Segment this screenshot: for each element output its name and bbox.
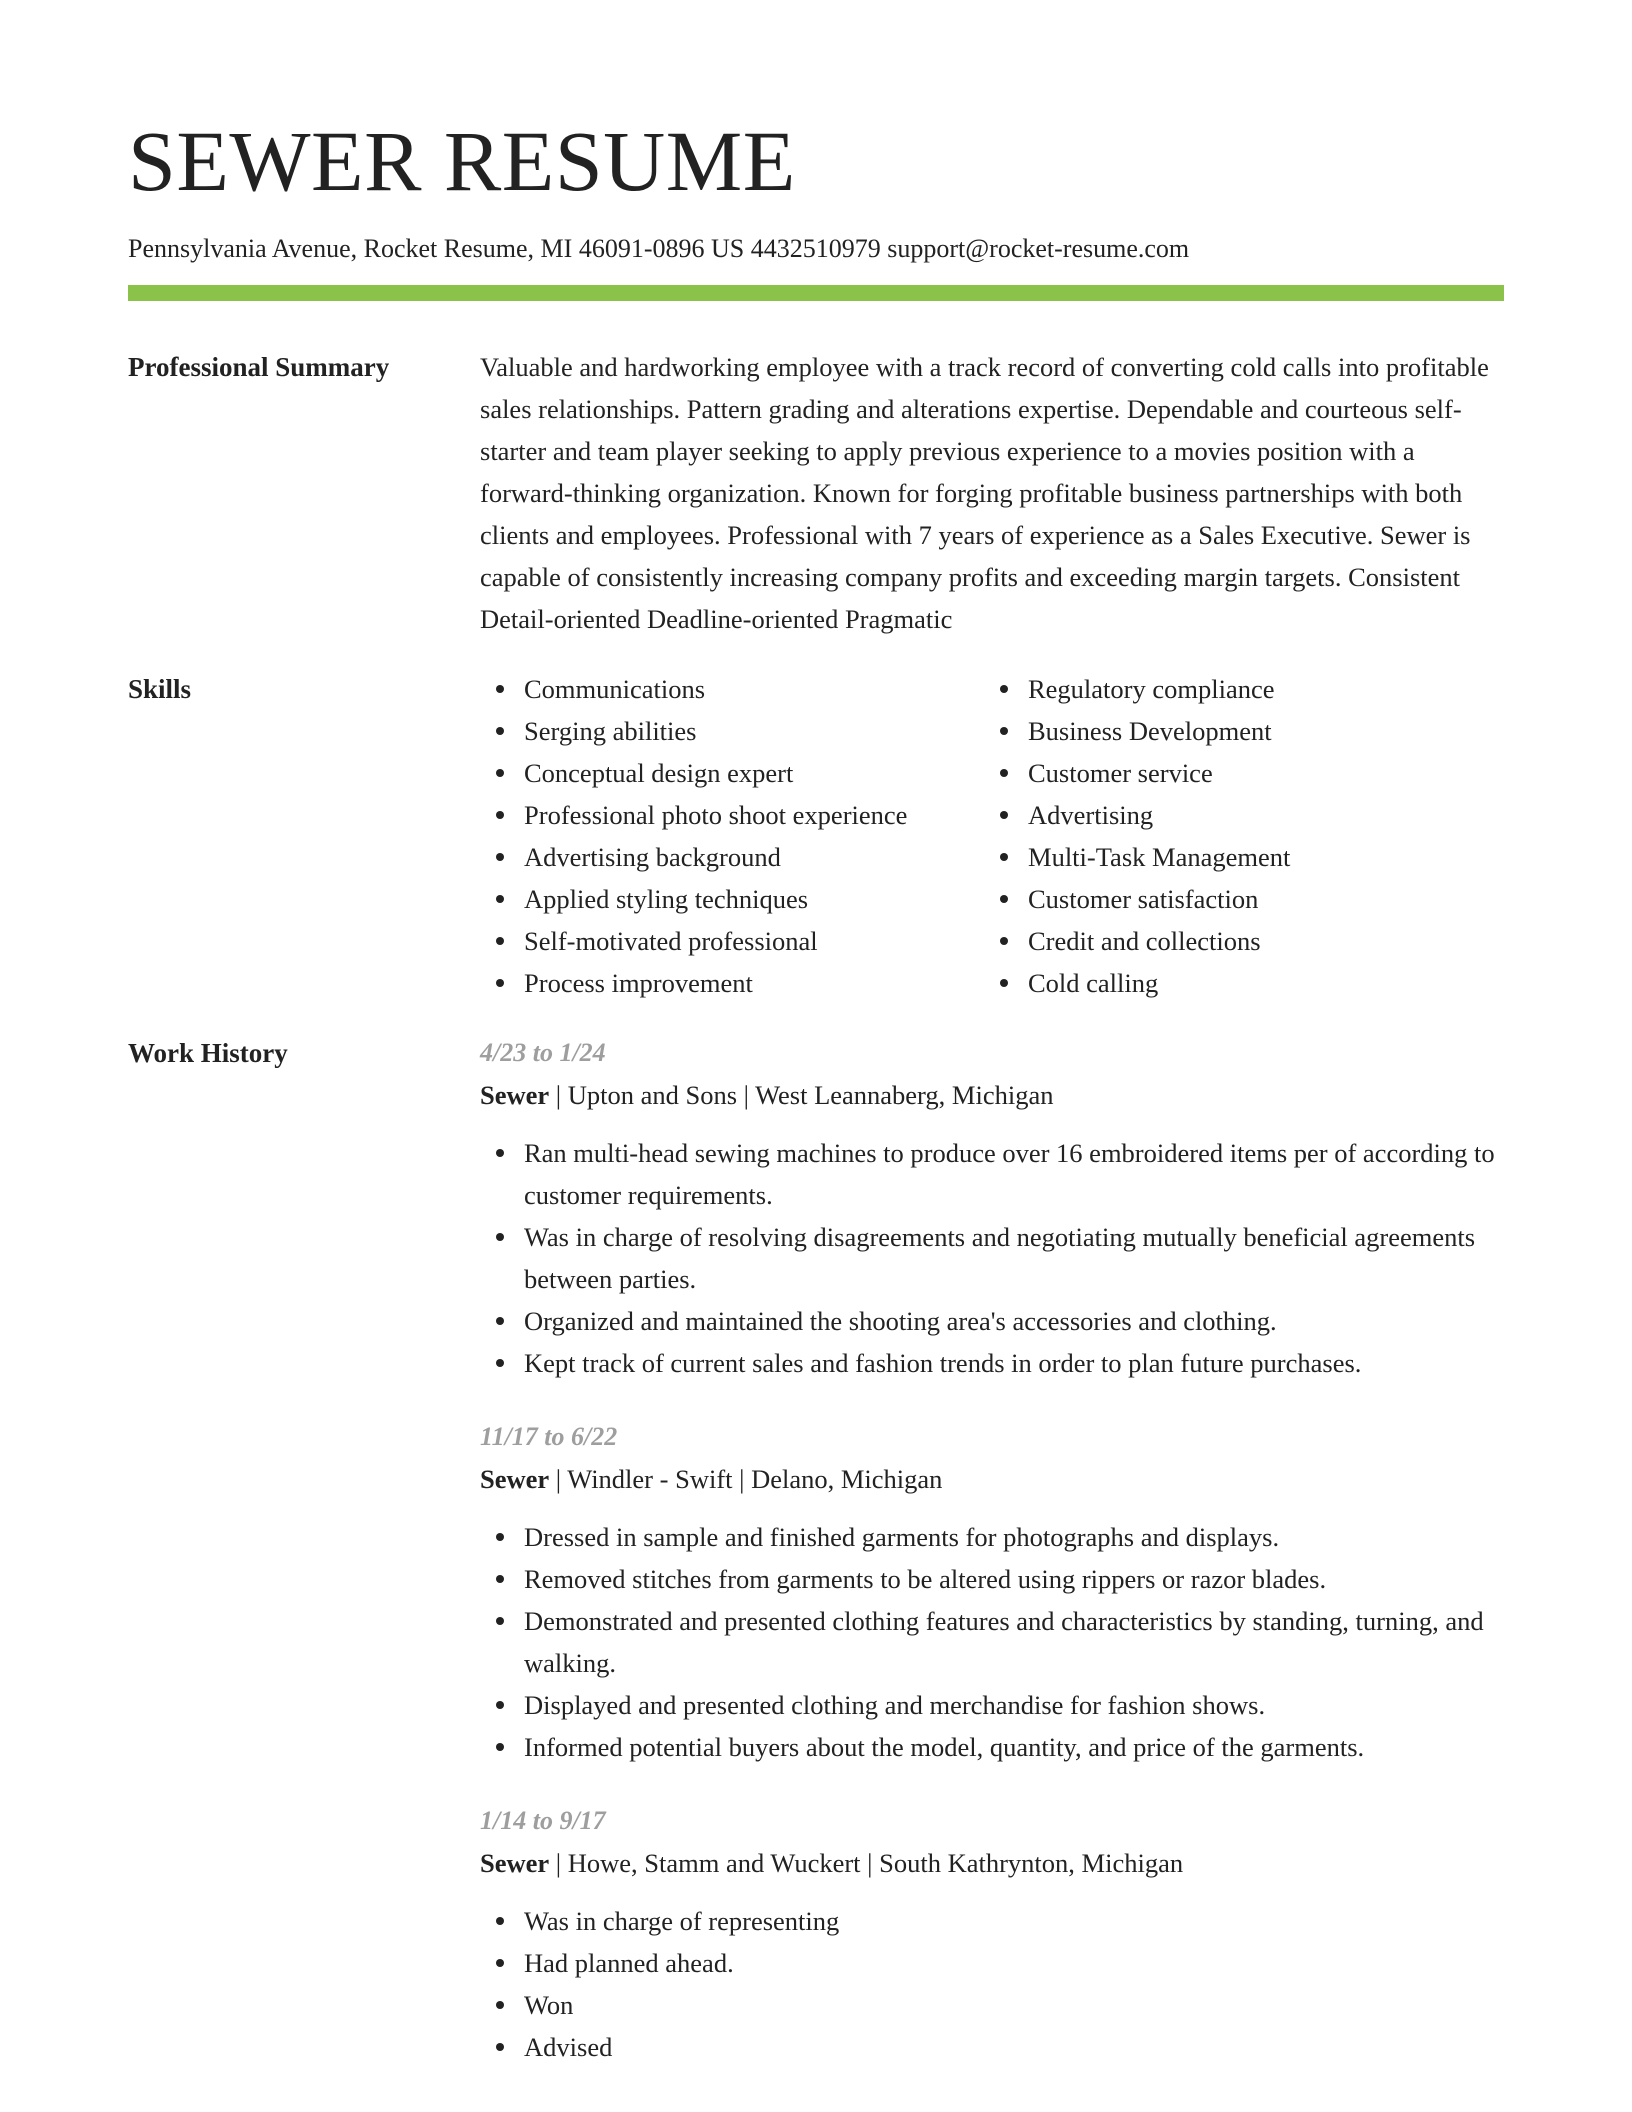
job-dates: 1/14 to 9/17: [480, 1806, 606, 1835]
job-bullet: Demonstrated and presented clothing features and characteristics by standing, turning, and walking.: [480, 1600, 1504, 1684]
job-bullet: Advised: [480, 2026, 1504, 2068]
job-bullet: Ran multi-head sewing machines to produce over 16 embroidered items per of according to customer requirements.: [480, 1132, 1504, 1216]
job-title: Sewer: [480, 1848, 550, 1878]
skill-item: Applied styling techniques: [480, 878, 984, 920]
skill-item: Multi-Task Management: [984, 836, 1504, 878]
job-bullet: Won: [480, 1984, 1504, 2026]
job-dates: 11/17 to 6/22: [480, 1422, 618, 1451]
skill-item: Advertising background: [480, 836, 984, 878]
job-bullet: Informed potential buyers about the model, quantity, and price of the garments.: [480, 1726, 1504, 1768]
skill-item: Process improvement: [480, 962, 984, 1004]
job-entry: [480, 1416, 1504, 1768]
skill-item: Cold calling: [984, 962, 1504, 1004]
job-bullet: Dressed in sample and finished garments for photographs and displays.: [480, 1516, 1504, 1558]
skills-heading: Skills: [128, 674, 192, 704]
job-entry: [480, 1032, 1504, 1384]
job-bullet: Kept track of current sales and fashion trends in order to plan future purchases.: [480, 1342, 1504, 1384]
skill-item: Customer service: [984, 752, 1504, 794]
job-bullet: Was in charge of resolving disagreements and negotiating mutually beneficial agreements between parties.: [480, 1216, 1504, 1300]
job-bullet: Organized and maintained the shooting area's accessories and clothing.: [480, 1300, 1504, 1342]
work-history-heading: Work History: [128, 1038, 288, 1068]
skill-item: Credit and collections: [984, 920, 1504, 962]
skill-item: Serging abilities: [480, 710, 984, 752]
skill-item: Communications: [480, 668, 984, 710]
skills-body: [480, 668, 1504, 1004]
job-title-line: [480, 1458, 1504, 1500]
skill-item: Self-motivated professional: [480, 920, 984, 962]
job-title: Sewer: [480, 1080, 550, 1110]
job-title: Sewer: [480, 1464, 550, 1494]
resume-title: SEWER RESUME: [128, 113, 796, 209]
job-bullet: Removed stitches from garments to be altered using rippers or razor blades.: [480, 1558, 1504, 1600]
skills-list-left: [480, 668, 984, 1004]
contact-line: Pennsylvania Avenue, Rocket Resume, MI 46091-0896 US 4432510979 support@rocket-resume.com: [128, 234, 1190, 263]
job-bullets: [480, 1516, 1504, 1768]
header-divider: [128, 285, 1504, 301]
skill-item: Conceptual design expert: [480, 752, 984, 794]
skill-item: Advertising: [984, 794, 1504, 836]
job-entry: [480, 1800, 1504, 2068]
skill-item: Business Development: [984, 710, 1504, 752]
job-bullet: Displayed and presented clothing and merchandise for fashion shows.: [480, 1684, 1504, 1726]
skills-list-right: [984, 668, 1504, 1004]
job-bullets: [480, 1900, 1504, 2068]
job-bullet: Was in charge of representing: [480, 1900, 1504, 1942]
summary-heading: Professional Summary: [128, 352, 390, 382]
job-details: | Upton and Sons | West Leannaberg, Michigan: [549, 1080, 1054, 1110]
job-title-line: [480, 1074, 1504, 1116]
job-details: | Howe, Stamm and Wuckert | South Kathrynton, Michigan: [549, 1848, 1184, 1878]
summary-text: Valuable and hardworking employee with a track record of converting cold calls into profitable sales relationships. Pattern grading and alterations expertise. Dependable and courteous self-starter and team player seeking to apply previous experience to a movies position with a forward-thinking organization. Known for forging profitable business partnerships with both clients and employees. Professional with 7 years of experience as a Sales Executive. Sewer is capable of consistently increasing company profits and exceeding margin targets. Consistent Detail-oriented Deadline-oriented Pragmatic: [480, 352, 1489, 634]
job-bullet: Had planned ahead.: [480, 1942, 1504, 1984]
skill-item: Professional photo shoot experience: [480, 794, 984, 836]
summary-body: [480, 346, 1504, 640]
job-details: | Windler - Swift | Delano, Michigan: [549, 1464, 943, 1494]
skill-item: Regulatory compliance: [984, 668, 1504, 710]
job-dates: 4/23 to 1/24: [480, 1038, 606, 1067]
job-title-line: [480, 1842, 1504, 1884]
skill-item: Customer satisfaction: [984, 878, 1504, 920]
job-bullets: [480, 1132, 1504, 1384]
